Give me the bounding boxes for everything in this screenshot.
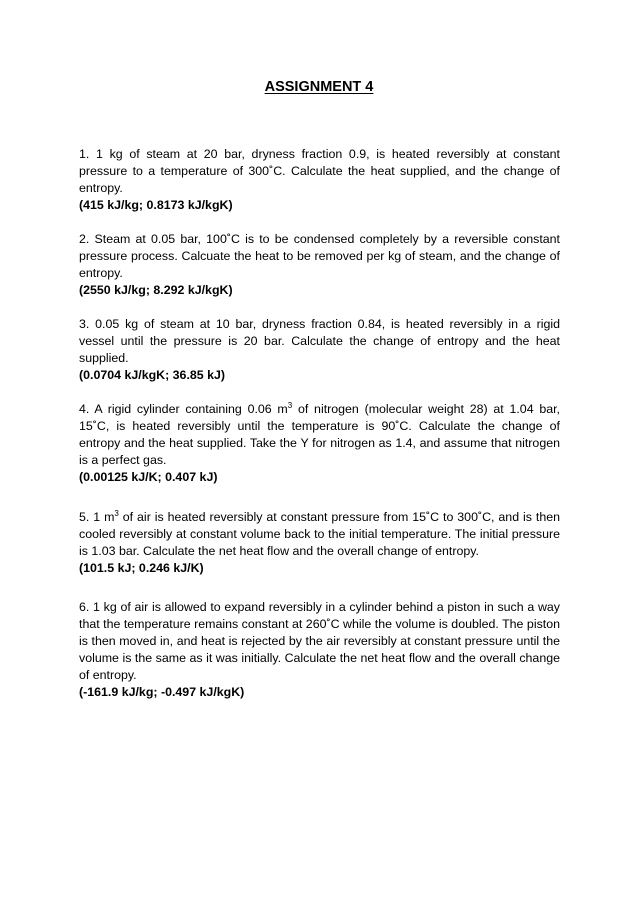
problem-answer: (-161.9 kJ/kg; -0.497 kJ/kgK) [79, 685, 245, 699]
problem-1 [79, 146, 560, 214]
problem-text-part: of nitrogen (molecular weight 28) at 1.04 bar, 15˚C, is heated reversibly until the temperature is 90˚C. Calculate the change of entropy and the heat supplied. Take the Υ for nitrogen as 1.4, and assume that nitrogen is a perfect gas. [79, 402, 560, 467]
problem-answer: (101.5 kJ; 0.246 kJ/K) [79, 561, 204, 575]
page-title: ASSIGNMENT 4 [264, 79, 374, 95]
problem-text-part: of air is heated reversibly at constant pressure from 15˚C to 300˚C, and is then cooled reversibly at constant volume back to the initial temperature. The initial pressure is 1.03 bar. Calculate the net heat flow and the overall change of entropy. [79, 510, 560, 558]
problem-2 [79, 231, 560, 299]
problem-4 [79, 401, 560, 486]
problem-answer: (415 kJ/kg; 0.8173 kJ/kgK) [79, 198, 233, 212]
problem-5 [79, 509, 560, 577]
problem-answer: (2550 kJ/kg; 8.292 kJ/kgK) [79, 283, 233, 297]
problem-text: 1. 1 kg of steam at 20 bar, dryness fraction 0.9, is heated reversibly at constant pressure to a temperature of 300˚C. Calculate the heat supplied, and the change of entropy. [79, 147, 560, 195]
problem-text-part: 4. A rigid cylinder containing 0.06 m [79, 402, 288, 416]
superscript: 3 [287, 401, 293, 410]
problem-text [79, 401, 560, 469]
problem-6 [79, 599, 560, 701]
problem-text: 2. Steam at 0.05 bar, 100˚C is to be condensed completely by a reversible constant pressure process. Calcuate the heat to be removed per kg of steam, and the change of entropy. [79, 232, 560, 280]
problem-text: 6. 1 kg of air is allowed to expand reversibly in a cylinder behind a piston in such a way that the temperature remains constant at 260˚C while the volume is doubled. The piston is then moved in, and heat is rejected by the air reversibly at constant pressure until the volume is the same as it was initially. Calculate the net heat flow and the overall change of entropy. [79, 600, 560, 682]
problem-answer: (0.00125 kJ/K; 0.407 kJ) [79, 470, 218, 484]
superscript: 3 [114, 509, 119, 518]
problem-text: 3. 0.05 kg of steam at 10 bar, dryness fraction 0.84, is heated reversibly in a rigid vessel until the pressure is 20 bar. Calculate the change of entropy and the heat supplied. [79, 317, 560, 365]
problem-text [79, 509, 560, 560]
problem-text-part: 5. 1 m [79, 510, 115, 524]
problem-3 [79, 316, 560, 384]
problem-answer: (0.0704 kJ/kgK; 36.85 kJ) [79, 368, 226, 382]
